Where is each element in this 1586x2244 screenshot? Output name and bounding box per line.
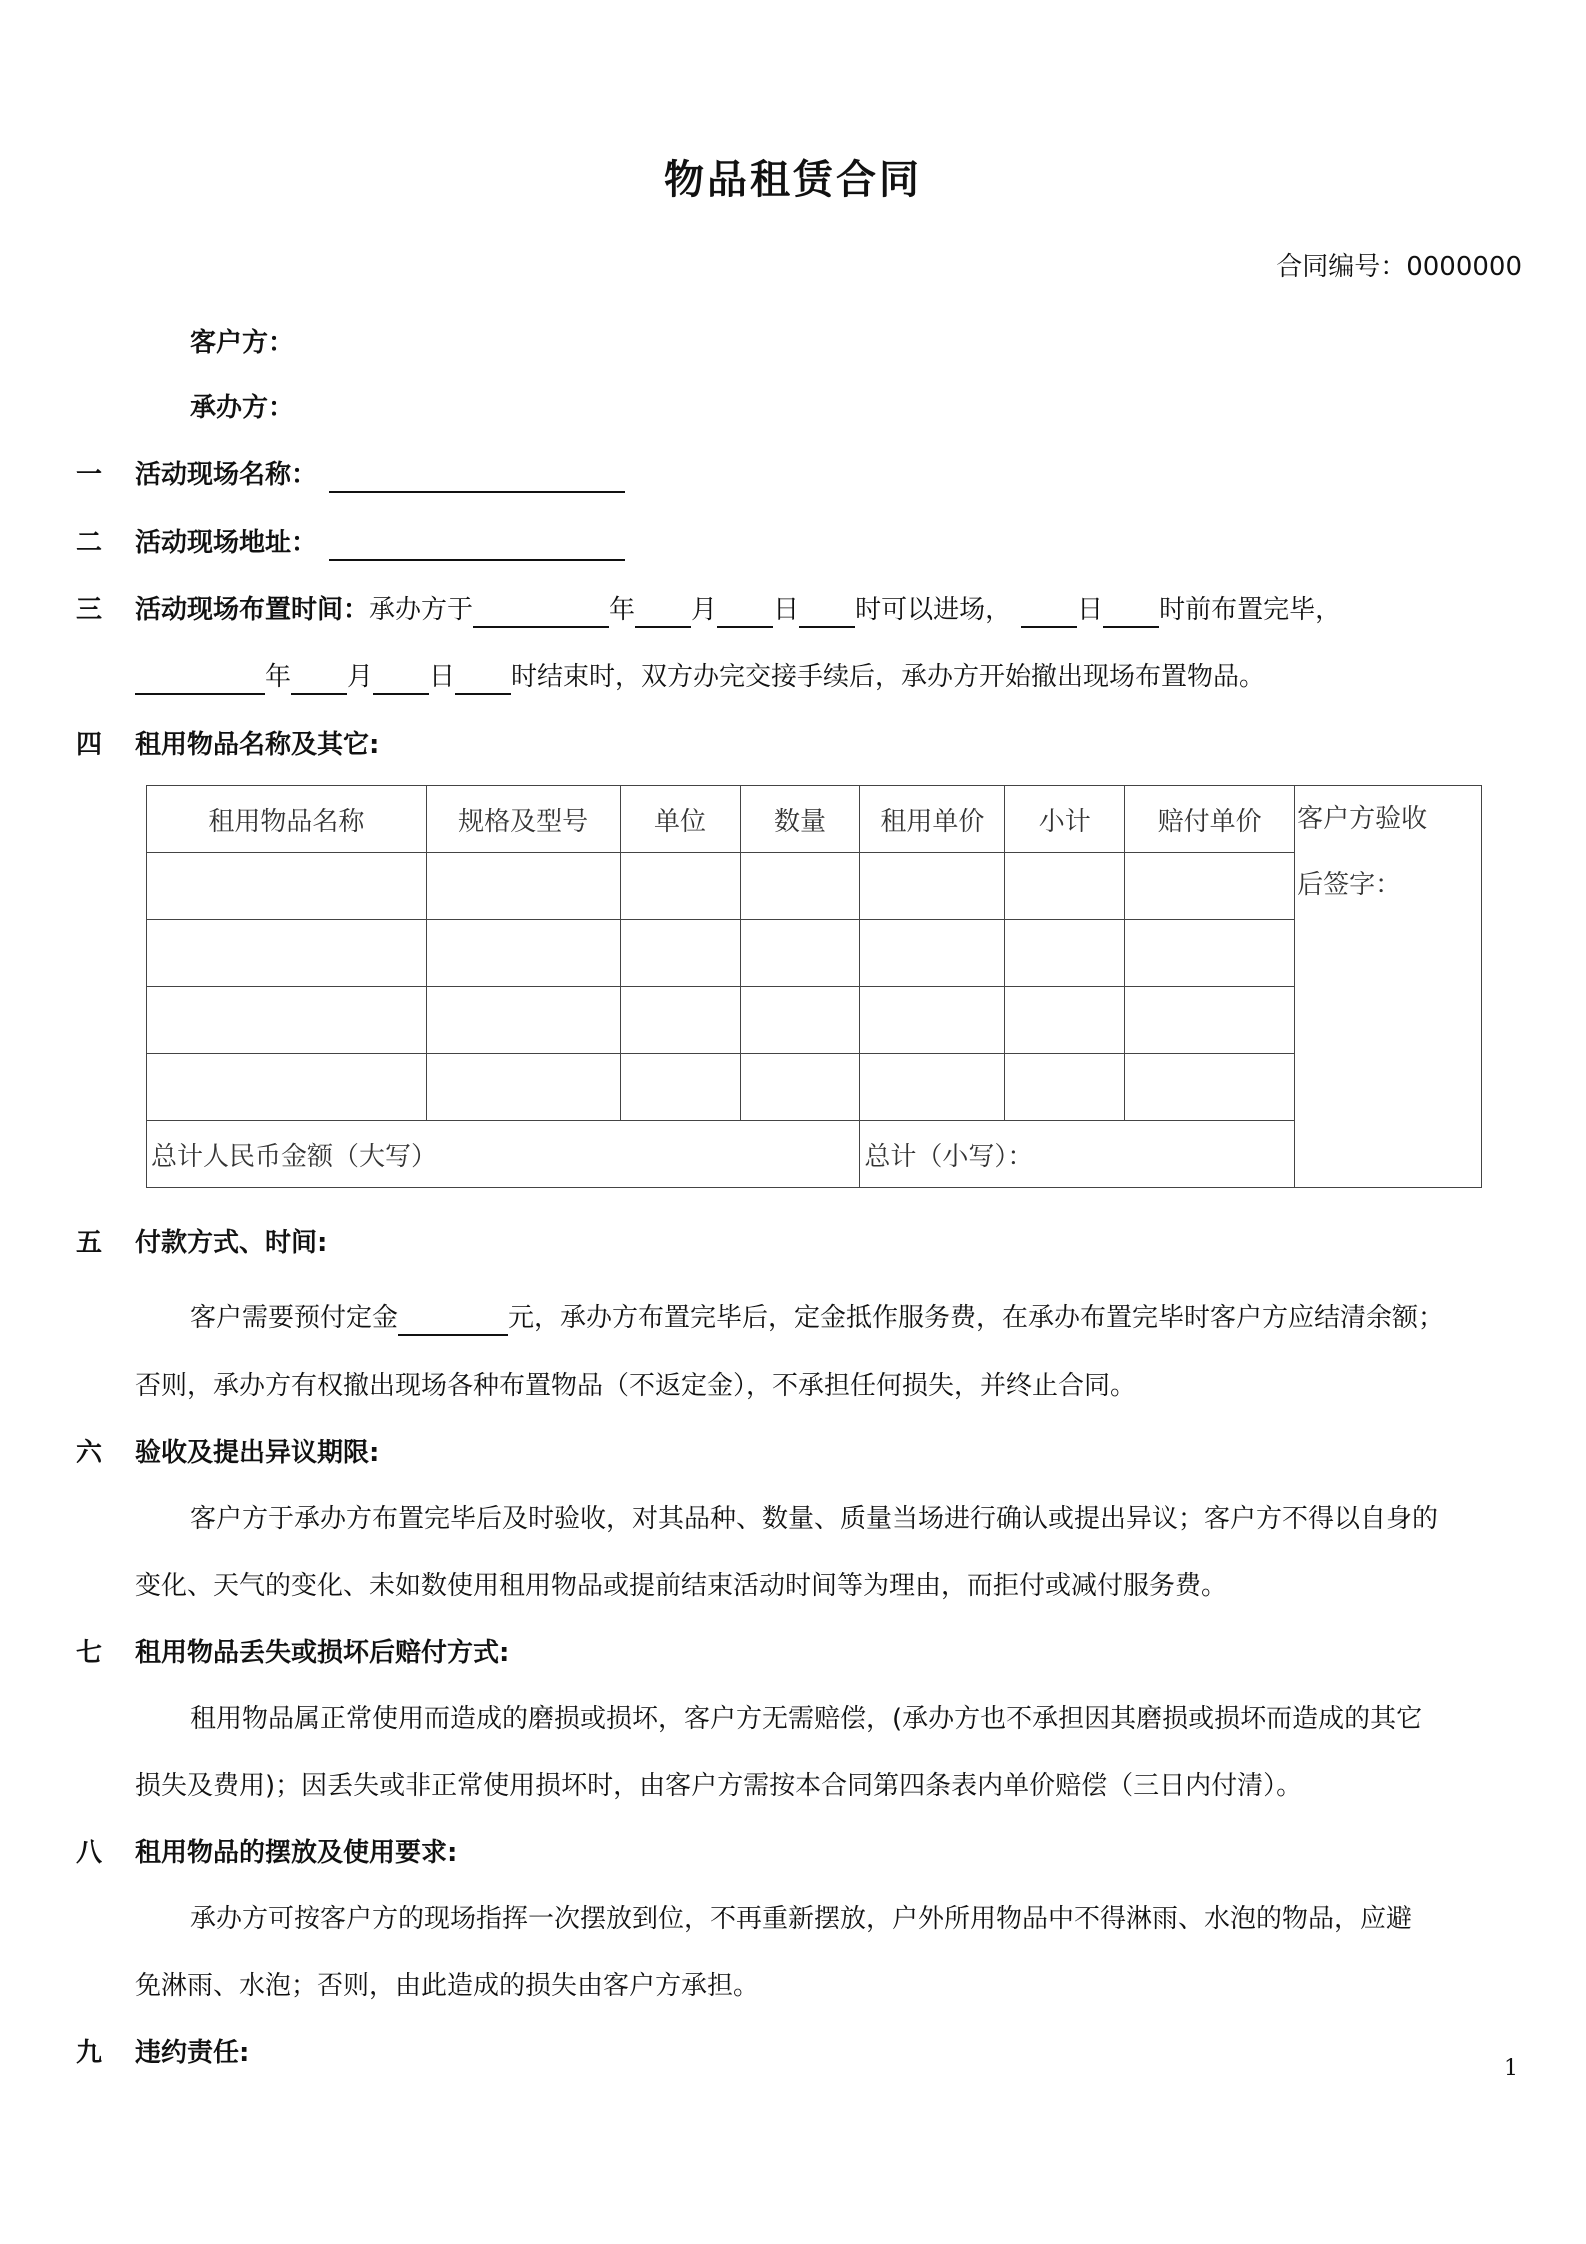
table-cell[interactable] xyxy=(147,987,427,1054)
section-6-paragraph-line-2: 变化、天气的变化、未如数使用租用物品或提前结束活动时间等为理由，而拒付或减付服务费。 xyxy=(135,1571,1228,1601)
table-cell[interactable] xyxy=(147,1054,427,1121)
header-subtotal: 小计 xyxy=(1005,786,1125,853)
section-2-line xyxy=(135,525,625,561)
section-2-number: 二 xyxy=(76,528,103,558)
section-9-label: 违约责任: xyxy=(135,2038,250,2068)
end-year-blank[interactable] xyxy=(135,663,265,695)
section-5-number: 五 xyxy=(76,1228,103,1258)
header-item-name: 租用物品名称 xyxy=(147,786,427,853)
table-cell[interactable] xyxy=(1005,920,1125,987)
table-cell[interactable] xyxy=(740,1054,860,1121)
section-6-number: 六 xyxy=(76,1438,103,1468)
section-3-number: 三 xyxy=(76,595,103,625)
section-3-text-4: 时结束时，双方办完交接手续后，承办方开始撤出现场布置物品。 xyxy=(511,662,1266,692)
section-7-paragraph-line-1: 租用物品属正常使用而造成的磨损或损坏，客户方无需赔偿，(承办方也不承担因其磨损或损坏而造成的其它 xyxy=(190,1704,1423,1734)
rental-items-table xyxy=(146,785,1482,1188)
table-cell[interactable] xyxy=(620,987,740,1054)
table-cell[interactable] xyxy=(1125,1054,1295,1121)
contractor-party-label: 承办方： xyxy=(190,393,295,423)
section-7-paragraph-line-2: 损失及费用)；因丢失或非正常使用损坏时，由客户方需按本合同第四条表内单价赔偿（三日内付清）。 xyxy=(135,1771,1303,1801)
venue-name-blank[interactable] xyxy=(329,461,625,493)
table-cell[interactable] xyxy=(147,853,427,920)
contract-number: 合同编号：0000000 xyxy=(1276,252,1522,282)
header-unit-price: 租用单价 xyxy=(860,786,1005,853)
total-amount-upper[interactable]: 总计人民币金额（大写） xyxy=(147,1121,860,1188)
table-cell[interactable] xyxy=(860,920,1005,987)
table-cell[interactable] xyxy=(1005,1054,1125,1121)
table-cell[interactable] xyxy=(426,920,620,987)
section-5-text-1b: 元，承办方布置完毕后，定金抵作服务费，在承办布置完毕时客户方应结清余额； xyxy=(508,1303,1445,1333)
section-9-number: 九 xyxy=(76,2038,103,2068)
section-8-paragraph-line-1: 承办方可按客户方的现场指挥一次摆放到位，不再重新摆放，户外所用物品中不得淋雨、水泡的物品，应避 xyxy=(190,1904,1413,1934)
section-1-label: 活动现场名称： xyxy=(135,460,318,490)
section-5-paragraph-line-1 xyxy=(190,1300,1444,1336)
finish-hour-blank[interactable] xyxy=(1103,596,1159,628)
day-label: 日 xyxy=(429,662,456,692)
deposit-amount-blank[interactable] xyxy=(398,1304,508,1336)
table-cell[interactable] xyxy=(620,853,740,920)
table-cell[interactable] xyxy=(1125,853,1295,920)
section-5-paragraph-line-2: 否则，承办方有权撤出现场各种布置物品（不返定金），不承担任何损失，并终止合同。 xyxy=(135,1371,1137,1401)
client-party-label: 客户方： xyxy=(190,328,295,358)
table-cell[interactable] xyxy=(620,920,740,987)
table-cell[interactable] xyxy=(740,920,860,987)
section-8-paragraph-line-2: 免淋雨、水泡；否则，由此造成的损失由客户方承担。 xyxy=(135,1971,760,2001)
section-3-label: 活动现场布置时间： xyxy=(135,595,370,625)
client-signature-cell[interactable] xyxy=(1295,786,1482,1188)
end-month-blank[interactable] xyxy=(291,663,347,695)
setup-month-blank[interactable] xyxy=(635,596,691,628)
table-cell[interactable] xyxy=(1005,987,1125,1054)
table-row xyxy=(147,853,1482,920)
year-label: 年 xyxy=(265,662,292,692)
table-cell[interactable] xyxy=(426,1054,620,1121)
signature-label-line-1: 客户方验收 xyxy=(1297,804,1428,834)
section-8-label: 租用物品的摆放及使用要求: xyxy=(135,1838,458,1868)
table-cell[interactable] xyxy=(860,1054,1005,1121)
day-label: 日 xyxy=(1077,595,1104,625)
table-cell[interactable] xyxy=(1125,987,1295,1054)
end-hour-blank[interactable] xyxy=(455,663,511,695)
header-spec: 规格及型号 xyxy=(426,786,620,853)
table-cell[interactable] xyxy=(860,853,1005,920)
total-amount-lower[interactable]: 总计（小写）： xyxy=(860,1121,1295,1188)
section-5-text-1a: 客户需要预付定金 xyxy=(190,1303,399,1333)
setup-day-blank[interactable] xyxy=(717,596,773,628)
section-4-label: 租用物品名称及其它: xyxy=(135,730,380,760)
day-label: 日 xyxy=(773,595,800,625)
header-compensation-price: 赔付单价 xyxy=(1125,786,1295,853)
venue-address-blank[interactable] xyxy=(329,529,625,561)
section-2-label: 活动现场地址： xyxy=(135,528,318,558)
setup-year-blank[interactable] xyxy=(473,596,609,628)
table-total-row xyxy=(147,1121,1482,1188)
table-cell[interactable] xyxy=(740,853,860,920)
table-header-row xyxy=(147,786,1482,853)
section-7-label: 租用物品丢失或损坏后赔付方式: xyxy=(135,1638,510,1668)
document-title: 物品租赁合同 xyxy=(664,157,922,203)
section-7-number: 七 xyxy=(76,1638,103,1668)
section-3-line-2 xyxy=(135,659,1265,695)
table-row xyxy=(147,1054,1482,1121)
year-label: 年 xyxy=(609,595,636,625)
section-6-paragraph-line-1: 客户方于承办方布置完毕后及时验收，对其品种、数量、质量当场进行确认或提出异议；客户方不得以自身的 xyxy=(190,1504,1439,1534)
section-5-label: 付款方式、时间: xyxy=(135,1228,328,1258)
section-3-text-1: 承办方于 xyxy=(369,595,474,625)
section-1-line xyxy=(135,457,625,493)
header-quantity: 数量 xyxy=(740,786,860,853)
month-label: 月 xyxy=(347,662,374,692)
section-3-text-2: 时可以进场， xyxy=(855,595,1012,625)
table-cell[interactable] xyxy=(860,987,1005,1054)
section-6-label: 验收及提出异议期限: xyxy=(135,1438,380,1468)
table-cell[interactable] xyxy=(1125,920,1295,987)
month-label: 月 xyxy=(691,595,718,625)
page-number: 1 xyxy=(1504,2056,1518,2081)
section-3-line-1 xyxy=(135,592,1341,628)
table-cell[interactable] xyxy=(1005,853,1125,920)
signature-label-line-2: 后签字： xyxy=(1297,870,1402,900)
setup-hour-blank[interactable] xyxy=(799,596,855,628)
table-cell[interactable] xyxy=(620,1054,740,1121)
table-row xyxy=(147,920,1482,987)
section-8-number: 八 xyxy=(76,1838,103,1868)
table-cell[interactable] xyxy=(426,853,620,920)
table-cell[interactable] xyxy=(740,987,860,1054)
table-cell[interactable] xyxy=(426,987,620,1054)
section-3-text-3: 时前布置完毕， xyxy=(1159,595,1342,625)
section-4-number: 四 xyxy=(76,730,103,760)
table-cell[interactable] xyxy=(147,920,427,987)
header-unit: 单位 xyxy=(620,786,740,853)
section-1-number: 一 xyxy=(76,460,103,490)
end-day-blank[interactable] xyxy=(373,663,429,695)
finish-day-blank[interactable] xyxy=(1021,596,1077,628)
table-row xyxy=(147,987,1482,1054)
